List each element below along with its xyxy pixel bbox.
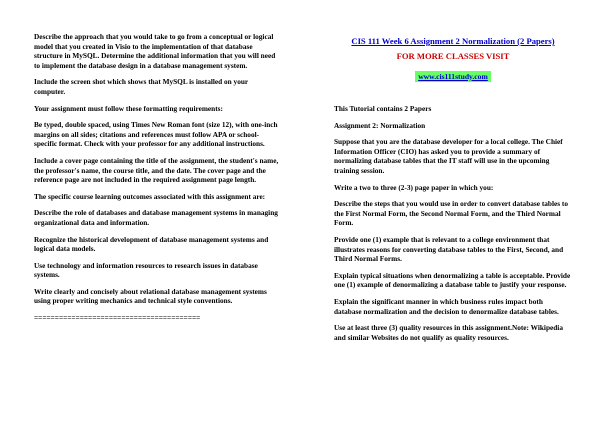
right-paragraph: Suppose that you are the database developer for a local college. The Chief Information Officer (CIO) has asked you to provide a summary of normalizing database tables that the IT staff will use in the upcoming training session. — [334, 137, 563, 175]
left-paragraph: Include a cover page containing the title of the assignment, the student's name, the professor's name, the course title, and the date. The cover page and the reference page are not included in the required assignment page length. — [34, 155, 279, 185]
right-paragraph: Provide one (1) example that is relevant to a college environment that illustrates reasons for converting database tables to the First, Second, and Third Normal Forms. — [334, 234, 564, 264]
visit-banner: FOR MORE CLASSES VISIT — [396, 51, 510, 61]
right-paragraph: Explain the significant manner in which business rules impact both database normalization and the decision to denormalize database tables. — [334, 296, 559, 316]
right-paragraph: Write a two to three (2-3) page paper in which you: — [334, 182, 494, 192]
left-paragraph: Be typed, double spaced, using Times New Roman font (size 12), with one-inch margins on all sides; citations and references must follow APA or school-specific format. Check with your professor for any additional instructions. — [34, 120, 278, 149]
right-paragraph: Explain typical situations when denormalizing a table is acceptable. Provide one (1) example of denormalizing a database table to justify your response. — [334, 270, 571, 290]
separator-line: ======================================== — [34, 313, 201, 323]
left-column — [34, 32, 280, 322]
course-title-link[interactable]: CIS 111 Week 6 Assignment 2 Normalization (2 Papers) — [351, 36, 555, 46]
left-paragraph: Write clearly and concisely about relational database management systems using proper writing mechanics and technical style conventions. — [34, 286, 267, 306]
left-paragraph: Describe the approach that you would take to go from a conceptual or logical model that you created in Visio to the implementation of that database structure in MySQL. Determine the additional information that you will need to implement the database design in a database management system. — [34, 32, 276, 70]
right-paragraph: Use at least three (3) quality resources in this assignment.Note: Wikipedia and similar Websites do not qualify as quality resources. — [334, 323, 563, 342]
right-paragraph: This Tutorial contains 2 Papers — [334, 104, 432, 113]
left-paragraph: Include the screen shot which shows that MySQL is installed on your computer. — [34, 77, 249, 96]
left-paragraph: Use technology and information resources to research issues in database systems. — [34, 260, 258, 280]
left-paragraph: Your assignment must follow these formatting requirements: — [34, 103, 223, 113]
website-link-wrap — [334, 66, 572, 84]
right-paragraph: Assignment 2: Normalization — [334, 120, 426, 130]
left-paragraph: The specific course learning outcomes associated with this assignment are: — [34, 191, 266, 201]
left-paragraph: Recognize the historical development of database management systems and logical data models. — [34, 234, 269, 254]
right-paragraph: Describe the steps that you would use in order to convert database tables to the First Normal Form, the Second Normal Form, and the Third Normal Form. — [334, 199, 568, 228]
left-paragraph: Describe the role of databases and database management systems in managing organizational data and information. — [34, 208, 278, 227]
website-link[interactable]: www.cis111study.com — [415, 71, 491, 82]
right-column — [334, 36, 572, 349]
